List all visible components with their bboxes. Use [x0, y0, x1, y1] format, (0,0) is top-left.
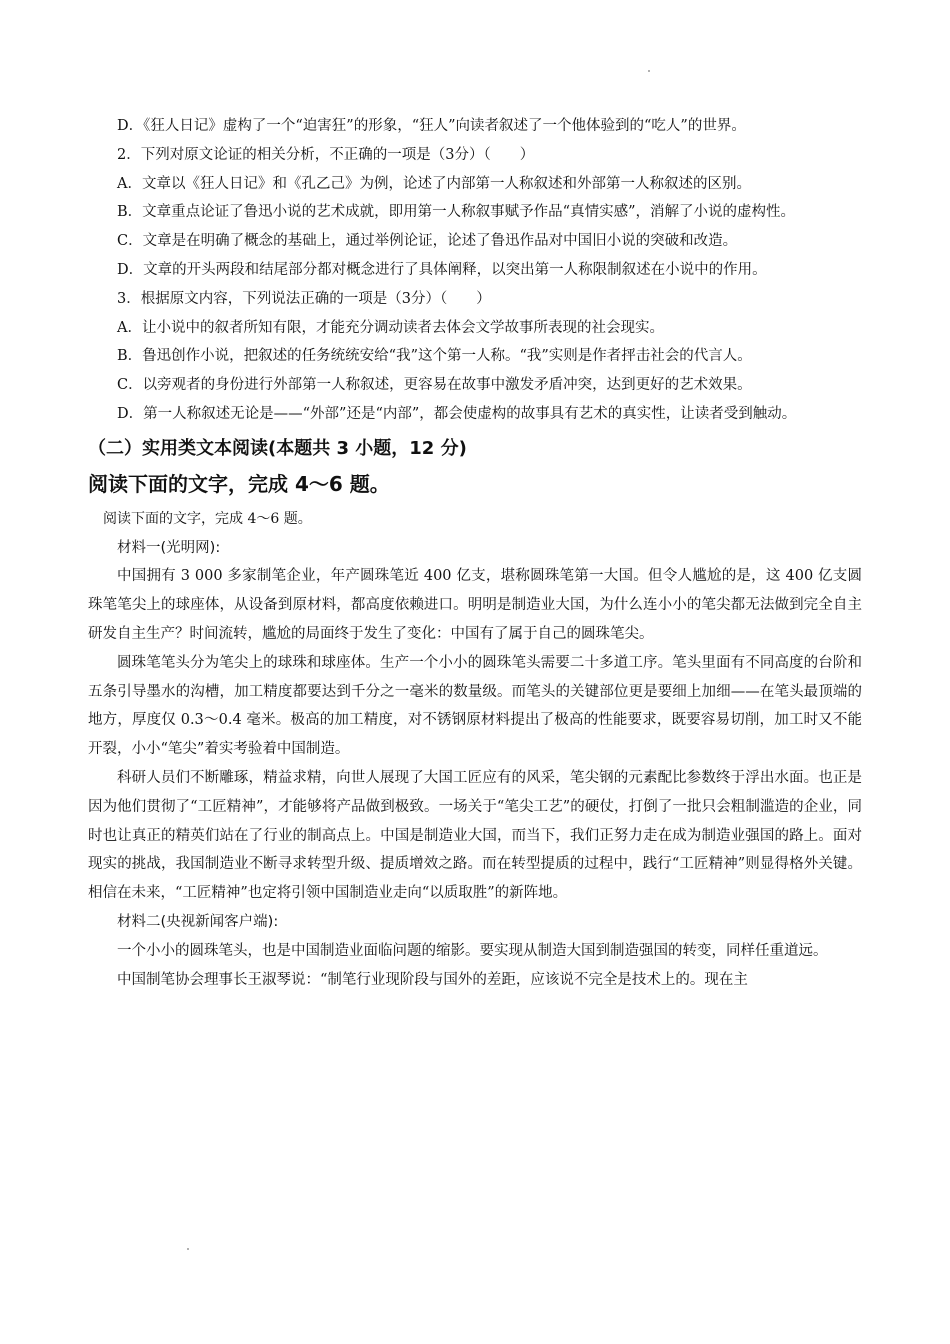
q2-option-a: A．文章以《狂人日记》和《孔乙己》为例，论述了内部第一人称叙述和外部第一人称叙述的区别。 [117, 175, 751, 192]
material1-paragraph: 科研人员们不断雕琢，精益求精，向世人展现了大国工匠应有的风采，笔尖钢的元素配比参数终于浮出水面。也正是因为他们贯彻了“工匠精神”，才能够将产品做到极致。一场关于“笔尖工艺”的硬仗，打倒了一批只会粗制滥造的企业，同时也让真正的精英们站在了行业的制高点上。中国是制造业大国，而当下，我们正努力走在成为制造业强国的路上。面对现实的挑战，我国制造业不断寻求转型升级、提质增效之路。而在转型提质的过程中，践行“工匠精神”则显得格外关键。相信在未来，“工匠精神”也定将引领中国制造业走向“以质取胜”的新阵地。 [88, 769, 862, 902]
material1-paragraph: 圆珠笔笔头分为笔尖上的球珠和球座体。生产一个小小的圆珠笔头需要二十多道工序。笔头里面有不同高度的台阶和五条引导墨水的沟槽，加工精度都要达到千分之一毫米的数量级。而笔头的关键部位更是要细上加细——在笔头最顶端的地方，厚度仅 0.3～0.4 毫米。极高的加工精度，对不锈钢原材料提出了极高的性能要求，既要容易切削，加工时又不能开裂，小小“笔尖”着实考验着中国制造。 [88, 654, 862, 758]
material1-label: 材料一(光明网): [117, 539, 221, 556]
reading-instruction: 阅读下面的文字，完成 4～6 题。 [103, 510, 312, 527]
material2-paragraph: 一个小小的圆珠笔头，也是中国制造业面临问题的缩影。要实现从制造大国到制造强国的转变，同样任重道远。 [117, 942, 828, 959]
q3-option-a: A．让小说中的叙者所知有限，才能充分调动读者去体会文学故事所表现的社会现实。 [117, 319, 664, 336]
q2-option-c: C．文章是在明确了概念的基础上，通过举例论证，论述了鲁迅作品对中国旧小说的突破和改造。 [117, 233, 738, 250]
q3-stem: 3．根据原文内容，下列说法正确的一项是（3分）（ ） [117, 290, 491, 307]
q3-option-b: B．鲁迅创作小说，把叙述的任务统统安给“我”这个第一人称。“我”实则是作者抨击社会的代言人。 [117, 348, 752, 365]
q2-option-b: B．文章重点论证了鲁迅小说的艺术成就，即用第一人称叙事赋予作品“真情实感”，消解了小说的虚构性。 [117, 204, 795, 221]
q2-option-d: D．文章的开头两段和结尾部分都对概念进行了具体阐释，以突出第一人称限制叙述在小说中的作用。 [117, 261, 767, 278]
document-page [88, 112, 862, 994]
bottom-dot [187, 1248, 189, 1250]
material2-paragraph: 中国制笔协会理事长王淑琴说：“制笔行业现阶段与国外的差距，应该说不完全是技术上的。现在主 [117, 971, 748, 988]
q2-stem: 2．下列对原文论证的相关分析，不正确的一项是（3分）（ ） [117, 146, 535, 163]
q1-option-d: D．《狂人日记》虚构了一个“迫害狂”的形象，“狂人”向读者叙述了一个他体验到的“吃人”的世界。 [117, 118, 746, 134]
material1-paragraph: 中国拥有 3 000 多家制笔企业，年产圆珠笔近 400 亿支，堪称圆珠笔第一大国。但令人尴尬的是，这 400 亿支圆珠笔笔尖上的球座体，从设备到原材料，都高度依赖进口。明明是制造业大国，为什么连小小的笔尖都无法做到完全自主研发自主生产？时间流转，尴尬的局面终于发生了变化：中国有了属于自己的圆珠笔尖。 [88, 568, 862, 642]
top-dot [648, 70, 650, 72]
reading-heading: 阅读下面的文字，完成 4～6 题。 [88, 471, 390, 496]
q3-option-c: C．以旁观者的身份进行外部第一人称叙述，更容易在故事中激发矛盾冲突，达到更好的艺术效果。 [117, 377, 752, 394]
section-heading: （二）实用类文本阅读(本题共 3 小题，12 分) [88, 437, 467, 459]
material2-label: 材料二(央视新闻客户端): [117, 913, 279, 930]
q3-option-d: D．第一人称叙述无论是——“外部”还是“内部”，都会使虚构的故事具有艺术的真实性，让读者受到触动。 [117, 405, 797, 422]
